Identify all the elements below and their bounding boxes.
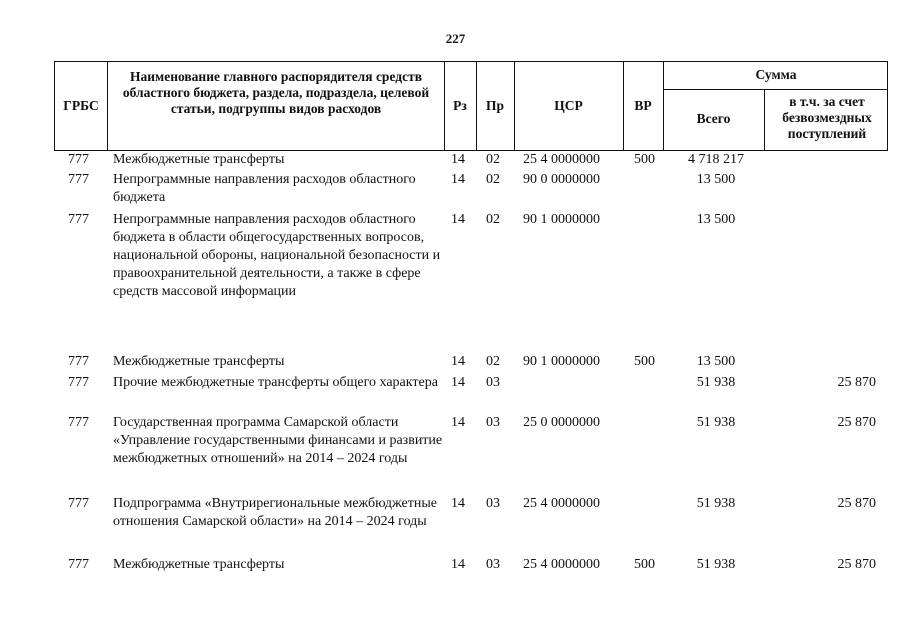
cell-total: 4 718 217 [688, 152, 744, 167]
cell-pr: 03 [486, 557, 500, 572]
cell-total: 13 500 [696, 354, 736, 369]
cell-name: Непрограммные направления расходов областного бюджета [113, 172, 416, 205]
cell-name: Государственная программа Самарской области «Управление государственными финансами и развитие межбюджетных отношений» на 2014 – 2024 годы [113, 415, 443, 466]
cell-rz: 14 [451, 557, 465, 572]
cell-name: Непрограммные направления расходов областного бюджета в области общегосударственных вопросов, национальной обороны, национальной безопасности и правоохранительной деятельности, а также в сфере средств массовой информации [113, 212, 441, 299]
cell-rz: 14 [451, 354, 465, 369]
row-divider [663, 89, 887, 90]
cell-rz: 14 [451, 415, 465, 430]
cell-pr: 03 [486, 496, 500, 511]
cell-pr: 02 [486, 152, 500, 167]
cell-free: 25 870 [837, 375, 876, 390]
cell-csr: 90 0 0000000 [523, 172, 600, 187]
cell-total: 13 500 [696, 212, 736, 227]
header-vr: ВР [634, 98, 652, 113]
header-grbs: ГРБС [63, 98, 99, 113]
cell-rz: 14 [451, 496, 465, 511]
cell-csr: 25 4 0000000 [523, 496, 600, 511]
column-divider [107, 62, 108, 150]
cell-grbs: 777 [68, 415, 89, 430]
cell-csr: 90 1 0000000 [523, 212, 600, 227]
cell-grbs: 777 [68, 496, 89, 511]
cell-rz: 14 [451, 172, 465, 187]
cell-grbs: 777 [68, 354, 89, 369]
header-pr: Пр [485, 98, 504, 113]
cell-pr: 02 [486, 354, 500, 369]
cell-vr: 500 [634, 557, 655, 572]
cell-grbs: 777 [68, 172, 89, 187]
cell-grbs: 777 [68, 152, 89, 167]
cell-pr: 02 [486, 212, 500, 227]
column-divider [764, 89, 765, 150]
header-free: в т.ч. за счет безвозмездных поступлений [782, 94, 872, 141]
cell-rz: 14 [451, 152, 465, 167]
cell-name: Межбюджетные трансферты [113, 354, 285, 369]
cell-csr: 25 0 0000000 [523, 415, 600, 430]
cell-free: 25 870 [837, 415, 876, 430]
cell-grbs: 777 [68, 375, 89, 390]
header-name: Наименование главного распорядителя средств областного бюджета, раздела, подраздела, целевой статьи, подгруппы видов расходов [122, 69, 430, 116]
cell-free: 25 870 [837, 496, 876, 511]
cell-rz: 14 [451, 212, 465, 227]
header-total: Всего [696, 111, 731, 126]
cell-csr: 25 4 0000000 [523, 152, 600, 167]
cell-grbs: 777 [68, 212, 89, 227]
page-number: 227 [445, 31, 466, 46]
cell-name: Межбюджетные трансферты [113, 557, 285, 572]
cell-total: 13 500 [696, 172, 736, 187]
cell-csr: 25 4 0000000 [523, 557, 600, 572]
cell-rz: 14 [451, 375, 465, 390]
cell-vr: 500 [634, 152, 655, 167]
header-sum: Сумма [755, 67, 797, 82]
cell-csr: 90 1 0000000 [523, 354, 600, 369]
cell-vr: 500 [634, 354, 655, 369]
table-header [54, 61, 888, 151]
cell-name: Прочие межбюджетные трансферты общего характера [113, 375, 438, 390]
cell-total: 51 938 [696, 415, 736, 430]
cell-name: Подпрограмма «Внутрирегиональные межбюджетные отношения Самарской области» на 2014 – 2024 годы [113, 496, 437, 529]
cell-total: 51 938 [696, 496, 736, 511]
cell-pr: 03 [486, 415, 500, 430]
header-csr: ЦСР [554, 98, 583, 113]
cell-pr: 02 [486, 172, 500, 187]
cell-name: Межбюджетные трансферты [113, 152, 285, 167]
header-rz: Рз [453, 98, 467, 113]
cell-free: 25 870 [837, 557, 876, 572]
cell-total: 51 938 [696, 375, 736, 390]
cell-grbs: 777 [68, 557, 89, 572]
cell-total: 51 938 [696, 557, 736, 572]
cell-pr: 03 [486, 375, 500, 390]
